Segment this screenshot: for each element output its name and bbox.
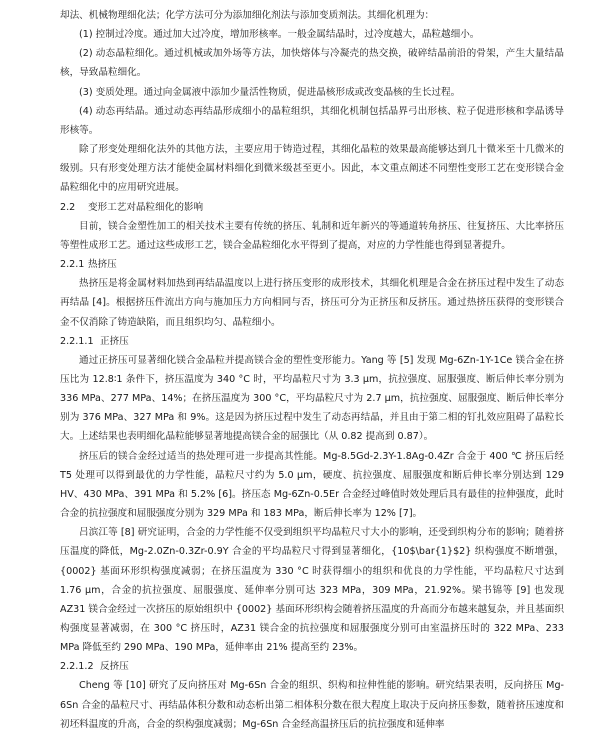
section-heading-2-2 [60, 198, 564, 217]
list-item-1: (1) 控制过冷度。通过加大过冷度，增加形核率。一般金属结晶时，过冷度越大，晶粒越细小。 [79, 29, 480, 41]
body-paragraph: 热挤压是将金属材料加热到再结晶温度以上进行挤压变形的成形技术，其细化机理是合金在挤压过程中发生了动态再结晶 [4]。根据挤压件流出方向与施加压力方向相同与否，挤压可分为正挤压和反挤压。通过热挤压获得的变形镁合金不仅消除了铸造缺陷，而且组织均匀、晶粒细小。 [60, 278, 564, 328]
list-item-3: (3) 变质处理。通过向金属液中添加少量活性物质，促进晶核形成或改变晶核的生长过程。 [79, 86, 461, 98]
body-paragraph: 吕滨江等 [8] 研究证明，合金的力学性能不仅受到组织平均晶粒尺寸大小的影响，还受到织构分布的影响；随着挤压温度的降低，Mg-2.0Zn-0.3Zr-0.9Y 合金的平均晶粒尺寸得到显著细化，{10$\bar{1}$2} 织构强度不断增强，{0002} 基面环形织构强度减弱；在挤压温度为 330 °C 时获得细小的组织和优良的力学性能，平均晶粒尺寸达到 1.76 μm，合金的抗拉强度、屈服强度、延伸率分别可达 323 MPa，309 MPa，21.92%。梁书锦等 [9] 也发现 AZ31 镁合金经过一次挤压的原始组织中 {0002} 基面环形织构会随着挤压温度的升高而分布越来越复杂，并且基面织构强度显著减弱，在 300 °C 挤压时，AZ31 镁合金的抗拉强度和屈服强度分别可由室温挤压时的 322 MPa、233 MPa 降低至约 290 MPa、190 MPa，延伸率由 21% 提高至约 23%。 [60, 527, 564, 654]
section-heading-2-2-1 [60, 255, 564, 274]
section-title: 变形工艺对晶粒细化的影响 [88, 201, 204, 213]
body-paragraph: Cheng 等 [10] 研究了反向挤压对 Mg-6Sn 合金的组织、织构和拉伸性能的影响。研究结果表明，反向挤压 Mg-6Sn 合金的晶粒尺寸、再结晶体积分数和动态析出第二相体积分数在很大程度上取决于反向挤压参数，随着挤压速度和初坯料温度的升高，合金的织构强度减弱；Mg-6Sn 合金经高温挤压后的抗拉强度和延伸率 [60, 680, 564, 730]
list-item-2: (2) 动态晶粒细化。通过机械或加外场等方法，加快熔体与冷凝壳的热交换，破碎结晶前沿的骨架，产生大量结晶核，导致晶粒细化。 [60, 48, 564, 79]
body-paragraph: 目前，镁合金塑性加工的相关技术主要有传统的挤压、轧制和近年新兴的等通道转角挤压、往复挤压、大比率挤压等塑性成形工艺。通过这些成形工艺，镁合金晶粒细化水平得到了提高，对应的力学性能也得到显著提升。 [60, 220, 564, 251]
section-number: 2.2.1 [60, 259, 85, 271]
section-title: 热挤压 [88, 259, 117, 271]
body-paragraph: 挤压后的镁合金经过适当的热处理可进一步提高其性能。Mg-8.5Gd-2.3Y-1.8Ag-0.4Zr 合金于 400 ℃ 挤压后经 T5 处理可以得到最优的力学性能，晶粒尺寸约为 5.0 μm，硬度、抗拉强度、屈服强度和断后伸长率分别达到 129 HV、430 MPa、391 MPa 和 5.2% [6]。挤压态 Mg-6Zn-0.5Er 合金经过峰值时效处理后具有最佳的拉伸强度，此时合金的抗拉强度和屈服强度分别为 329 MPa 和 183 MPa，断后伸长率为 12% [7]。 [60, 450, 564, 520]
section-number: 2.2 [60, 201, 76, 213]
section-heading-2-2-1-2 [60, 657, 564, 676]
body-paragraph: 除了形变处理细化法外的其他方法，主要应用于铸造过程，其细化晶粒的效果最高能够达到几十微米至十几微米的级别。只有形变处理方法才能使金属材料细化到微米级甚至更小。因此，本文重点阐述不同塑性变形工艺在变形镁合金晶粒细化中的应用研究进展。 [60, 144, 564, 194]
section-title: 反挤压 [100, 661, 129, 673]
list-item-4: (4) 动态再结晶。通过动态再结晶形成细小的晶粒组织，其细化机制包括晶界弓出形核、粒子促进形核和孪晶诱导形核等。 [60, 105, 564, 136]
section-number: 2.2.1.2 [60, 661, 94, 673]
body-paragraph: 通过正挤压可显著细化镁合金晶粒并提高镁合金的塑性变形能力。Yang 等 [5] 发现 Mg-6Zn-1Y-1Ce 镁合金在挤压比为 12.8∶1 条件下，挤压温度为 340 °C 时，平均晶粒尺寸为 3.3 μm，抗拉强度、屈服强度、断后伸长率分别为 336 MPa、277 MPa、14%；在挤压温度为 300 °C，平均晶粒尺寸为 2.7 μm，抗拉强度、屈服强度、断后伸长率分别为 376 MPa、327 MPa 和 9%。这是因为挤压过程中发生了动态再结晶，并且由于第二相的钉扎效应阻碍了晶粒长大。上述结果也表明细化晶粒能够显著地提高镁合金的屈强比（从 0.82 提高到 0.87）。 [60, 354, 564, 443]
section-number: 2.2.1.1 [60, 335, 94, 347]
section-heading-2-2-1-1 [60, 332, 564, 351]
section-title: 正挤压 [100, 335, 129, 347]
body-paragraph: 却法、机械物理细化法；化学方法可分为添加细化剂法与添加变质剂法。其细化机理为： [60, 10, 435, 21]
